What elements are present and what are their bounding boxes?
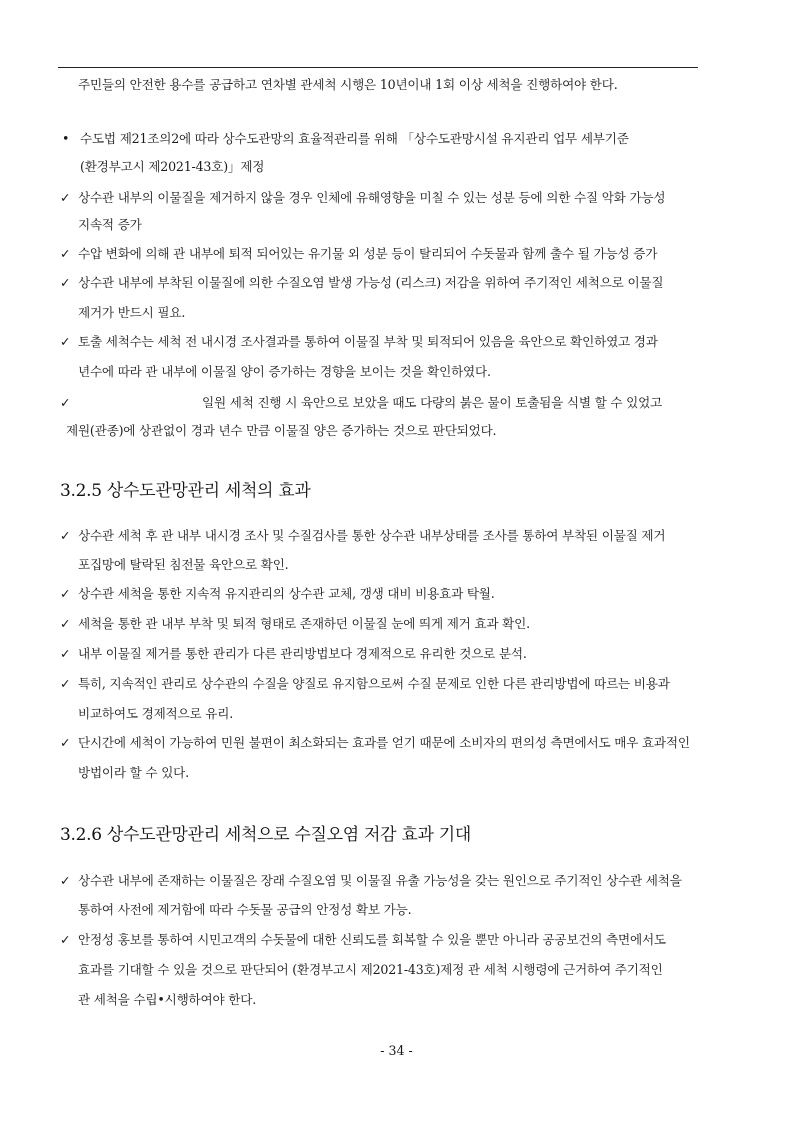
legal-basis-line2: (환경부고시 제2021-43호)」제정 [80, 159, 265, 174]
item-b6-line2: 방법이라 할 수 있다. [78, 765, 189, 780]
item-b5-line2: 비교하여도 경제적으로 유리. [78, 706, 233, 721]
item-a5-line2: 제원(관종)에 상관없이 경과 년수 만큼 이물질 양은 증가하는 것으로 판단되었다. [66, 423, 497, 438]
item-a4 [60, 333, 658, 350]
item-a5-line1: 일원 세척 진행 시 육안으로 보았을 때도 다량의 붉은 물이 토출됨을 식별 할 수 있었고 [202, 395, 663, 410]
checkmark-icon: ✓ [60, 395, 71, 410]
item-a5 [60, 394, 78, 411]
item-b3 [60, 615, 530, 632]
item-b1 [60, 527, 665, 544]
item-c2-line3: 관 세척을 수립•시행하여야 한다. [78, 992, 256, 1007]
item-a2 [60, 245, 657, 262]
checkmark-icon: ✓ [60, 735, 71, 750]
item-a3-line2: 제거가 반드시 필요. [78, 305, 186, 320]
item-c1-line1: 상수관 내부에 존재하는 이물질은 장래 수질오염 및 이물질 유출 가능성을 갖는 원인으로 주기적인 상수관 세척을 [78, 873, 682, 888]
item-a1 [60, 189, 665, 206]
header-rule [58, 67, 698, 68]
legal-basis-line1 [62, 130, 629, 147]
item-a1-line2: 지속적 증가 [78, 217, 142, 232]
item-b4-line1: 내부 이물질 제거를 통한 관리가 다른 관리방법보다 경제적으로 유리한 것으로 분석. [78, 646, 527, 661]
checkmark-icon: ✓ [60, 646, 71, 661]
item-b2-line1: 상수관 세척을 통한 지속적 유지관리의 상수관 교체, 갱생 대비 비용효과 탁월. [78, 586, 495, 601]
legal-basis-text1: 수도법 제21조의2에 따라 상수도관망의 효율적관리를 위해 「상수도관망시설 유지관리 업무 세부기준 [80, 131, 629, 146]
checkmark-icon: ✓ [60, 334, 71, 349]
item-a4-line2: 년수에 따라 관 내부에 이물질 양이 증가하는 경향을 보이는 것을 확인하였다. [78, 364, 491, 379]
item-c1-line2: 통하여 사전에 제거함에 따라 수돗물 공급의 안정성 확보 가능. [78, 902, 412, 917]
checkmark-icon: ✓ [60, 676, 71, 691]
checkmark-icon: ✓ [60, 190, 71, 205]
checkmark-icon: ✓ [60, 246, 71, 261]
intro-tail: 주민들의 안전한 용수를 공급하고 연차별 관세척 시행은 10년이내 1회 이상 세척을 진행하여야 한다. [78, 77, 618, 92]
item-b1-line2: 포집망에 탈락된 침전물 육안으로 확인. [78, 557, 289, 572]
item-c2-line2: 효과를 기대할 수 있을 것으로 판단되어 (환경부고시 제2021-43호)제정 관 세척 시행령에 근거하여 주기적인 [78, 962, 663, 977]
section-326-heading: 3.2.6 상수도관망관리 세척으로 수질오염 저감 효과 기대 [60, 825, 471, 845]
checkmark-icon: ✓ [60, 586, 71, 601]
checkmark-icon: ✓ [60, 275, 71, 290]
item-b6-line1: 단시간에 세척이 가능하여 민원 불편이 최소화되는 효과를 얻기 때문에 소비자의 편의성 측면에서도 매우 효과적인 [78, 735, 690, 750]
checkmark-icon: ✓ [60, 616, 71, 631]
section-325-heading: 3.2.5 상수도관망관리 세척의 효과 [60, 481, 311, 501]
checkmark-icon: ✓ [60, 873, 71, 888]
item-a4-line1: 토출 세척수는 세척 전 내시경 조사결과를 통하여 이물질 부착 및 퇴적되어 있음을 육안으로 확인하였고 경과 [78, 334, 658, 349]
checkmark-icon: ✓ [60, 932, 71, 947]
item-a3 [60, 274, 663, 291]
item-b1-line1: 상수관 세척 후 관 내부 내시경 조사 및 수질검사를 통한 상수관 내부상태를 조사를 통하여 부착된 이물질 제거 [78, 528, 666, 543]
bullet-icon: • [62, 131, 70, 146]
item-b2 [60, 585, 495, 602]
item-b5-line1: 특히, 지속적인 관리로 상수관의 수질을 양질로 유지함으로써 수질 문제로 인한 다른 관리방법에 따르는 비용과 [78, 676, 670, 691]
item-a1-line1: 상수관 내부의 이물질을 제거하지 않을 경우 인체에 유해영향을 미칠 수 있는 성분 등에 의한 수질 악화 가능성 [78, 190, 666, 205]
checkmark-icon: ✓ [60, 528, 71, 543]
item-c1 [60, 872, 682, 889]
item-b6 [60, 734, 690, 751]
item-b4 [60, 645, 527, 662]
item-b5 [60, 675, 670, 692]
item-a3-line1: 상수관 내부에 부착된 이물질에 의한 수질오염 발생 가능성 (리스크) 저감을 위하여 주기적인 세척으로 이물질 [78, 275, 664, 290]
item-a2-line1: 수압 변화에 의해 관 내부에 퇴적 되어있는 유기물 외 성분 등이 탈리되어 수돗물과 함께 출수 될 가능성 증가 [78, 246, 658, 261]
item-c2-line1: 안정성 홍보를 통하여 시민고객의 수돗물에 대한 신뢰도를 회복할 수 있을 뿐만 아니라 공공보건의 측면에서도 [78, 932, 666, 947]
item-c2 [60, 931, 666, 948]
item-b3-line1: 세척을 통한 관 내부 부착 및 퇴적 형태로 존재하던 이물질 눈에 띄게 제거 효과 확인. [78, 616, 530, 631]
page-number: - 34 - [380, 1043, 413, 1058]
